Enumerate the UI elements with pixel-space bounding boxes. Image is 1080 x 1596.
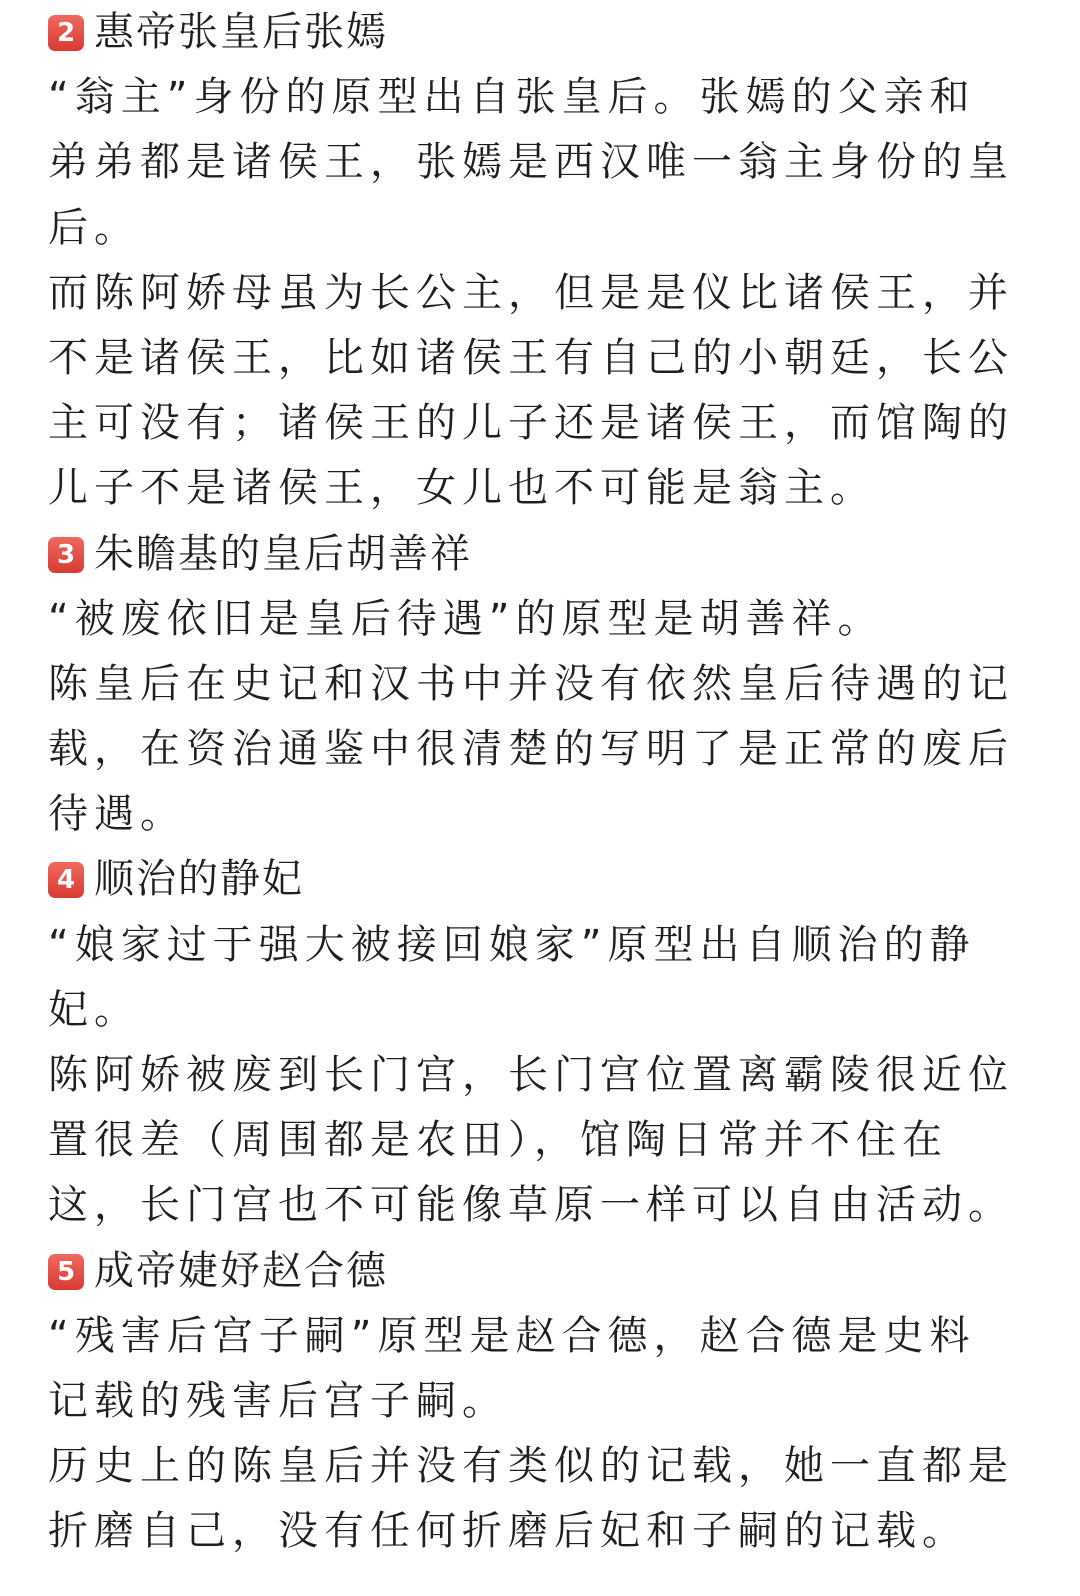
paragraph-line: 折磨自己，没有任何折磨后妃和子嗣的记载。 [48,1508,968,1555]
paragraph-line: 弟弟都是诸侯王，张嫣是西汉唯一翁主身份的皇 [48,139,1014,186]
section-title: 朱瞻基的皇后胡善祥 [94,530,472,577]
paragraph-line: 儿子不是诸侯王，女儿也不可能是翁主。 [48,465,876,512]
section-heading [48,522,1038,587]
number-3-icon: 3 [48,537,84,573]
paragraph-line: 不是诸侯王，比如诸侯王有自己的小朝廷，长公 [48,334,1014,381]
paragraph-line: 载，在资治通鉴中很清楚的写明了是正常的废后 [48,726,1014,773]
paragraph-line: 后。 [48,204,140,251]
paragraph-line: 陈皇后在史记和汉书中并没有依然皇后待遇的记 [48,660,1014,707]
paragraph-line: 历史上的陈皇后并没有类似的记载，她一直都是 [48,1443,1014,1490]
number-4-icon: 4 [48,862,84,898]
paragraph-line: 陈阿娇被废到长门宫，长门宫位置离霸陵很近位 [48,1052,1014,1098]
section-heading [48,847,1038,912]
paragraph-line: “被废依旧是皇后待遇”的原型是胡善祥。 [48,595,884,642]
article-body [48,0,1038,1565]
paragraph-line: 记载的残害后宫子嗣。 [48,1377,508,1424]
paragraph-line: 妃。 [48,986,140,1033]
paragraph-line: “残害后宫子嗣”原型是赵合德，赵合德是史料 [48,1312,976,1359]
paragraph-line: “娘家过于强大被接回娘家”原型出自顺治的静 [48,921,976,968]
section-title: 惠帝张皇后张嫣 [94,9,388,55]
paragraph-line: 主可没有；诸侯王的儿子还是诸侯王，而馆陶的 [48,400,1014,447]
paragraph-line: 而陈阿娇母虽为长公主，但是是仪比诸侯王，并 [48,269,1014,316]
section-heading [48,0,1038,65]
section-title: 顺治的静妃 [94,856,304,903]
number-2-icon: 2 [48,15,84,51]
paragraph-line: “翁主”身份的原型出自张皇后。张嫣的父亲和 [48,74,976,121]
paragraph-line: 这，长门宫也不可能像草原一样可以自由活动。 [48,1182,1014,1229]
number-5-icon: 5 [48,1254,84,1290]
paragraph-line: 置很差（周围都是农田），馆陶日常并不住在 [48,1117,948,1164]
section-title: 成帝婕妤赵合德 [94,1247,388,1294]
paragraph-line: 待遇。 [48,791,186,838]
section-heading [48,1239,1038,1304]
